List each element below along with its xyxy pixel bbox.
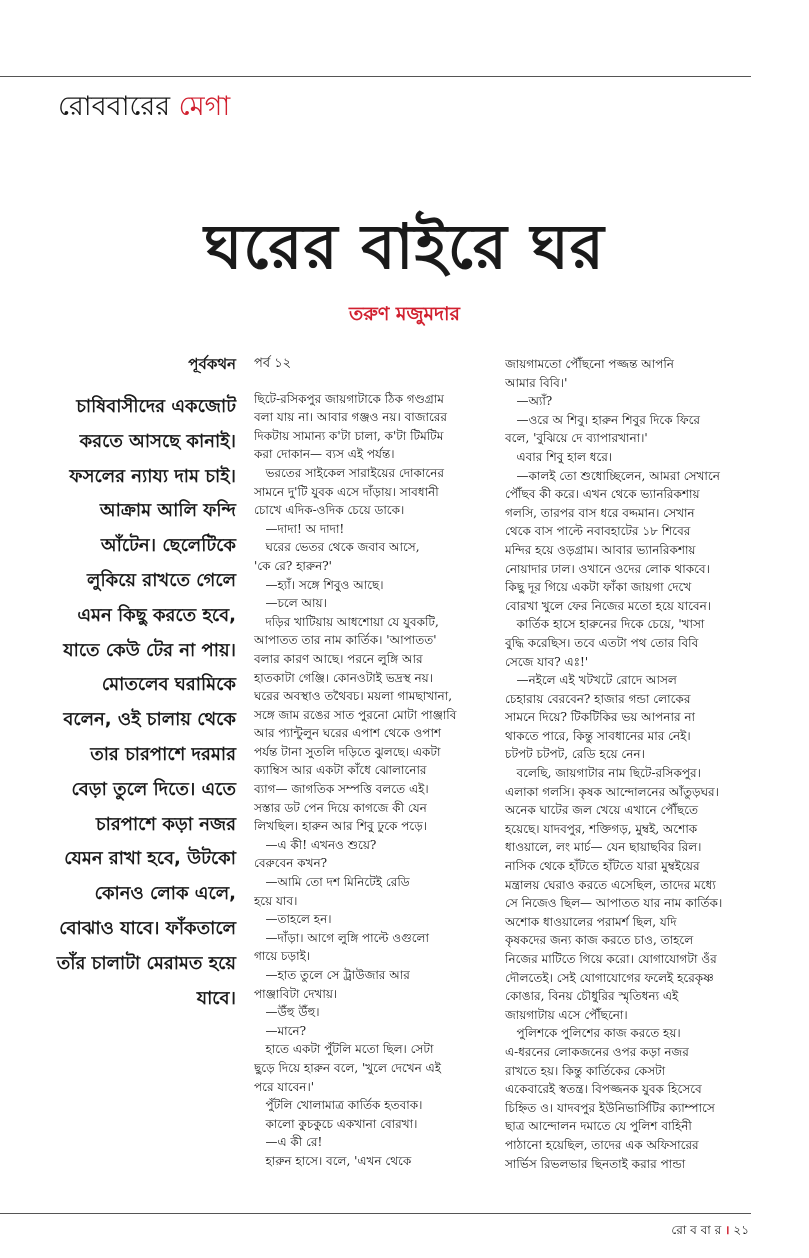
section-label-highlight: মেগা	[178, 91, 231, 122]
text-line: —নইলে এই খটখটে রোদে আসল	[505, 673, 677, 688]
text-line: —এ কী! এখনও শুয়ে?	[254, 837, 377, 852]
text-line: —ওরে অ শিবু। হারুন শিবুর দিকে ফিরে	[505, 412, 701, 427]
bottom-rule	[0, 1213, 751, 1214]
text-line: ঘরের অবস্থাও তথৈবচ। ময়লা গামছাখানা,	[254, 689, 453, 704]
text-line: মন্ত্রালয় ঘেরাও করতে এসেছিল, তাদের মধ্যে	[505, 877, 716, 892]
text-line: —কালই তো শুধোচ্ছিলেন, আমরা সেখানে	[505, 468, 720, 483]
text-line: —অ্যাঁ?	[505, 394, 553, 409]
text-line: বলার কারণ আছে। পরনে লুঙ্গি আর	[254, 651, 423, 666]
page-number: ২১	[733, 1223, 749, 1237]
text-line: নিজের মাটিতে গিয়ে করো। যোগাযোগটা ওঁর	[505, 952, 717, 966]
text-line: কার্তিক হাসে হারুনের দিকে চেয়ে, 'খাসা	[505, 617, 705, 632]
text-line: পৌঁছব কী করে। এখন থেকে ভ্যানরিকশায়	[505, 487, 700, 502]
text-line: সেজে যাব? এঃ!'	[505, 654, 589, 669]
text-line: ধাওয়ালে, লং মার্চ— যেন ছায়াছবির রিল।	[505, 840, 702, 855]
text-line: সামনে দু'টি যুবক এসে দাঁড়ায়। সাবধানী	[254, 484, 439, 499]
top-rule	[0, 76, 751, 77]
text-line: বলেছি, জায়গাটার নাম ছিটে-রসিকপুর।	[505, 766, 701, 781]
text-line: সার্ভিস রিভলভার ছিনতাই করার পান্ডা	[505, 1156, 686, 1171]
text-line: —এ কী রে!	[254, 1135, 323, 1150]
text-line: পুলিশকে পুলিশের কাজ করতে হয়।	[505, 1026, 681, 1041]
text-line: বলে, 'বুঝিয়ে দে ব্যাপারখানা।'	[505, 431, 648, 446]
text-line: লিখছিল। হারুন আর শিবু ঢুকে পড়ে।	[254, 819, 428, 834]
text-line: ক্যাম্বিস আর একটা কাঁধে ঝোলানোর	[254, 763, 427, 778]
text-line: সে নিজেও ছিল— আপাতত যার নাম কার্তিক।	[505, 896, 723, 911]
text-line: আমার বিবি।'	[505, 375, 568, 390]
text-line: বুদ্ধি করেছিস। তবে এতটা পথ তোর বিবি	[505, 635, 699, 650]
text-line: ভরতের সাইকেল সারাইয়ের দোকানের	[254, 465, 444, 480]
text-line: ঘরের ভেতর থেকে জবাব আসে,	[254, 540, 420, 555]
text-line: করা দোকান— ব্যস এই পর্যন্ত।	[254, 447, 395, 462]
text-line: একেবারেই স্বতন্ত্র। বিপজ্জনক যুবক হিসেবে	[505, 1082, 702, 1097]
section-label: রোববারের	[58, 91, 171, 122]
text-line: —চলে আয়।	[254, 596, 327, 611]
text-line: দড়ির খাটিয়ায় আধশোয়া যে যুবকটি,	[254, 614, 439, 629]
text-line: অনেক ঘাটের জল খেয়ে এখানে পৌঁছতে	[505, 803, 699, 818]
footer-magazine-name: রো ব বা র	[671, 1223, 722, 1237]
text-line: হাতে একটা পুঁটলি মতো ছিল। সেটা	[254, 1042, 434, 1057]
text-line: আর প্যান্টুলুন ঘরের এপাশ থেকে ওপাশ	[254, 726, 442, 741]
text-line: কালো কুচকুচে একখানা বোরখা।	[254, 1116, 418, 1131]
column-2-body	[505, 355, 750, 1173]
text-line: —হাত তুলে সে ট্রাউজার আর	[254, 968, 410, 982]
text-line: —তাহলে হন।	[254, 912, 332, 927]
text-line: পুঁটলি খোলামাত্র কার্তিক হতবাক।	[254, 1098, 423, 1113]
text-line: নাসিক থেকে হাঁটতে হাঁটতে যারা মুম্বইয়ের	[505, 859, 700, 874]
text-line: সঙ্গে জাম রঙের সাত পুরনো মোটা পাঞ্জাবি	[254, 707, 457, 722]
text-line: বলা যায় না। আবার গঞ্জও নয়। বাজারের	[254, 410, 448, 425]
text-line: চেহারায় বেরবেন? হাজার গন্ডা লোকের	[505, 691, 691, 706]
text-line: ছিটে-রসিকপুর জায়গাটাকে ঠিক গণ্ডগ্রাম	[254, 391, 444, 406]
text-line: এবার শিবু হাল ধরে।	[505, 449, 613, 464]
page-footer	[671, 1221, 749, 1242]
text-line: জায়গাটায় এসে পৌঁছনো।	[505, 1007, 628, 1022]
text-line: থেকে বাস পাল্টে নবাবহাটের ১৮ শিবের	[505, 524, 691, 539]
text-line: কোঙার, বিনয় চৌধুরির স্মৃতিধন্য এই	[505, 989, 679, 1004]
text-line: ছুড়ে দিয়ে হারুন বলে, 'খুলে দেখেন এই	[254, 1060, 441, 1075]
text-line: গলসি, তারপর বাস ধরে বদ্দমান। সেখান	[505, 505, 695, 520]
text-line: পর্যন্ত টানা সুতলি দড়িতে ঝুলছে। একটা	[254, 744, 441, 759]
episode-label: পর্ব ১২	[254, 356, 292, 371]
text-line: সস্তার ডট পেন দিয়ে কাগজে কী যেন	[254, 800, 427, 815]
text-line: এলাকা গলসি। কৃষক আন্দোলনের আঁতুড়ঘর।	[505, 784, 719, 799]
text-line: থাকতে পারে, কিন্তু সাবধানের মার নেই।	[505, 728, 691, 743]
text-line: হয়ে যাব।	[254, 893, 298, 908]
text-line: কৃষকদের জন্য কাজ করতে চাও, তাহলে	[505, 933, 694, 948]
text-line: হারুন হাসে। বলে, 'এখন থেকে	[254, 1153, 412, 1168]
text-line: —দাদা! অ দাদা!	[254, 521, 345, 536]
text-line: সামনে দিয়ে? টিকটিকির ভয় আপনার না	[505, 710, 695, 725]
footer-separator: ।	[725, 1223, 730, 1237]
author-name: তরুণ মজুমদার	[349, 303, 460, 325]
text-line: এ-ধরনের লোকজনের ওপর কড়া নজর	[505, 1044, 689, 1059]
text-line: পরে যাবেন।'	[254, 1079, 315, 1094]
text-line: দৌলতেই। সেই যোগাযোগের ফলেই হরেকৃষ্ণ	[505, 970, 714, 985]
text-line: বোরখা খুলে ফের নিজের মতো হয়ে যাবেন।	[505, 598, 712, 613]
text-line: গায়ে চড়াই।	[254, 949, 311, 964]
text-line: মন্দির হয়ে ওড়গ্রাম। আবার ভ্যানরিকশায়	[505, 542, 696, 557]
text-line: অশোক ধাওয়ালের পরামর্শ ছিল, যদি	[505, 914, 677, 929]
story-title: ঘরের বাইরে ঘর	[204, 210, 605, 283]
article-column-1	[254, 355, 482, 1171]
text-line: হাতকাটা গেঞ্জি। কোনওটাই ভদ্রস্থ নয়।	[254, 670, 434, 685]
text-line: ব্যাগ— জাগতিক সম্পত্তি বলতে এই।	[254, 782, 429, 797]
text-line: নোয়াদার ঢাল। ওখানে ওদের লোক থাকবে।	[505, 561, 710, 576]
column-1-body	[254, 390, 482, 1171]
text-line: —মানে?	[254, 1023, 307, 1038]
section-header	[58, 86, 230, 131]
text-line: —হ্যাঁ। সঙ্গে শিবুও আছে।	[254, 577, 384, 592]
text-line: 'কে রে? হারুন?'	[254, 558, 332, 573]
article-column-2	[505, 355, 750, 1173]
text-line: পাঞ্জাবিটা দেখায়।	[254, 986, 338, 1001]
synopsis-heading: পূর্বকথন	[188, 355, 236, 373]
text-line: চটপট চটপট, রেডি হয়ে নেন।	[505, 747, 645, 762]
text-line: ছাত্র আন্দোলন দমাতে যে পুলিশ বাহিনী	[505, 1119, 692, 1134]
text-line: জায়গামতো পৌঁছনো পজ্জন্ত আপনি	[505, 357, 674, 371]
text-line: বেরুবেন কখন?	[254, 856, 328, 871]
text-line: কিছু দূর গিয়ে একটা ফাঁকা জায়গা দেখে	[505, 580, 692, 595]
text-line: রাখতে হয়। কিন্তু কার্তিকের কেসটা	[505, 1063, 666, 1078]
text-line: পাঠানো হয়েছিল, তাদের এক অফিসারের	[505, 1137, 699, 1152]
text-line: আপাতত তার নাম কার্তিক। 'আপাতত'	[254, 633, 437, 648]
text-line: —দাঁড়া। আগে লুঙ্গি পাল্টে ওগুলো	[254, 930, 429, 945]
text-line: —আমি তো দশ মিনিটেই রেডি	[254, 875, 410, 890]
text-line: চোখে এদিক-ওদিক চেয়ে ডাকে।	[254, 503, 405, 518]
text-line: দিকটায় সামান্য ক'টা চালা, ক'টা টিমটিম	[254, 428, 444, 443]
synopsis-text: চাষিবাসীদের একজোট করতে আসছে কানাই। ফসলের ন্যায্য দাম চাই। আক্রাম আলি ফন্দি আঁটেন। ছেলেটিকে লুকিয়ে রাখতে গেলে এমন কিছু করতে হবে, যাতে কেউ টের না পায়। মোতলেব ঘরামিকে বলেন, ওই চালায় থেকে তার চারপাশে দরমার বেড়া তুলে দিতে। এতে চারপাশে কড়া নজর যেমন রাখা হবে, উটকো কোনও লোক এলে, বোঝাও যাবে। ফাঁকতালে তাঁর চালাটা মেরামত হয়ে যাবে।	[56, 396, 236, 1009]
text-line: চিহ্নিত ও। যাদবপুর ইউনিভার্সিটির ক্যাম্পাসে	[505, 1100, 715, 1115]
text-line: —উঁহু উঁহু।	[254, 1005, 320, 1020]
text-line: হয়েছে। যাদবপুর, শক্তিগড়, মুম্বই, অশোক	[505, 821, 698, 836]
